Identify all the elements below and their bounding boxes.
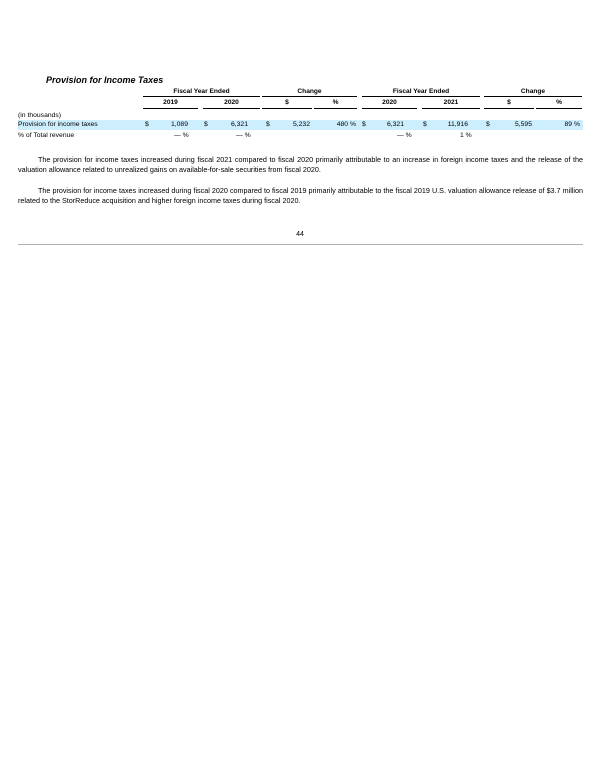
col-header-2021: 2021: [443, 99, 459, 106]
percent-2020: — %: [397, 132, 412, 139]
currency-symbol: $: [204, 121, 208, 128]
page-divider: [18, 244, 583, 245]
col-header-change-dollar: $: [507, 99, 511, 106]
col-header-change-percent: %: [332, 99, 339, 106]
value-2020: 6,321: [230, 121, 248, 128]
value-2019: 1,089: [170, 121, 188, 128]
percent-2021: 1 %: [460, 132, 472, 139]
col-underline: [203, 108, 260, 109]
col-header-2019: 2019: [163, 99, 178, 106]
change-dollar-value: 5,232: [292, 121, 310, 128]
page-number: 44: [296, 231, 304, 238]
value-2021: 11,916: [447, 121, 468, 128]
col-underline: [536, 108, 582, 109]
row-label: Provision for income taxes: [18, 121, 98, 128]
col-underline: [362, 108, 417, 109]
col-header-2020: 2020: [224, 99, 239, 106]
header-underline: [143, 96, 260, 97]
col-underline: [422, 108, 480, 109]
change-dollar-value: 5,595: [514, 121, 532, 128]
row-label: % of Total revenue: [18, 132, 75, 139]
header-underline: [484, 96, 582, 97]
col-underline: [314, 108, 357, 109]
col-header-2020: 2020: [382, 99, 397, 106]
section-title: Provision for Income Taxes: [46, 75, 164, 85]
col-header-change-dollar: $: [285, 99, 289, 106]
col-underline: [143, 108, 198, 109]
paragraph-fiscal-2021: The provision for income taxes increased during fiscal 2021 compared to fiscal 2020 primarily attributable to an increase in foreign income taxes and the release of the valuation allowance related to unrealized gains on available-for-sale securities from fiscal 2020.: [18, 155, 583, 174]
currency-symbol: $: [362, 121, 366, 128]
col-underline: [484, 108, 534, 109]
change-percent-value: 480 %: [336, 121, 356, 128]
currency-symbol: $: [266, 121, 270, 128]
currency-symbol: $: [486, 121, 490, 128]
header-change-1: Change: [297, 88, 322, 95]
header-fiscal-year-ended-2: Fiscal Year Ended: [392, 88, 450, 95]
percent-2020: — %: [236, 132, 251, 139]
units-label: (in thousands): [18, 112, 62, 119]
paragraph-fiscal-2020: The provision for income taxes increased during fiscal 2020 compared to fiscal 2019 primarily attributable to the fiscal 2019 U.S. valuation allowance release of $3.7 million related to the StorReduce acquisition and higher foreign income taxes during fiscal 2020.: [18, 186, 583, 205]
col-underline: [262, 108, 312, 109]
currency-symbol: $: [145, 121, 149, 128]
header-fiscal-year-ended-1: Fiscal Year Ended: [173, 88, 230, 95]
percent-2019: — %: [174, 132, 189, 139]
header-underline: [262, 96, 357, 97]
change-percent-value: 89 %: [564, 121, 580, 128]
header-underline: [362, 96, 480, 97]
value-2020: 6,321: [386, 121, 404, 128]
header-change-2: Change: [520, 88, 546, 95]
currency-symbol: $: [423, 121, 427, 128]
col-header-change-percent: %: [556, 99, 562, 106]
